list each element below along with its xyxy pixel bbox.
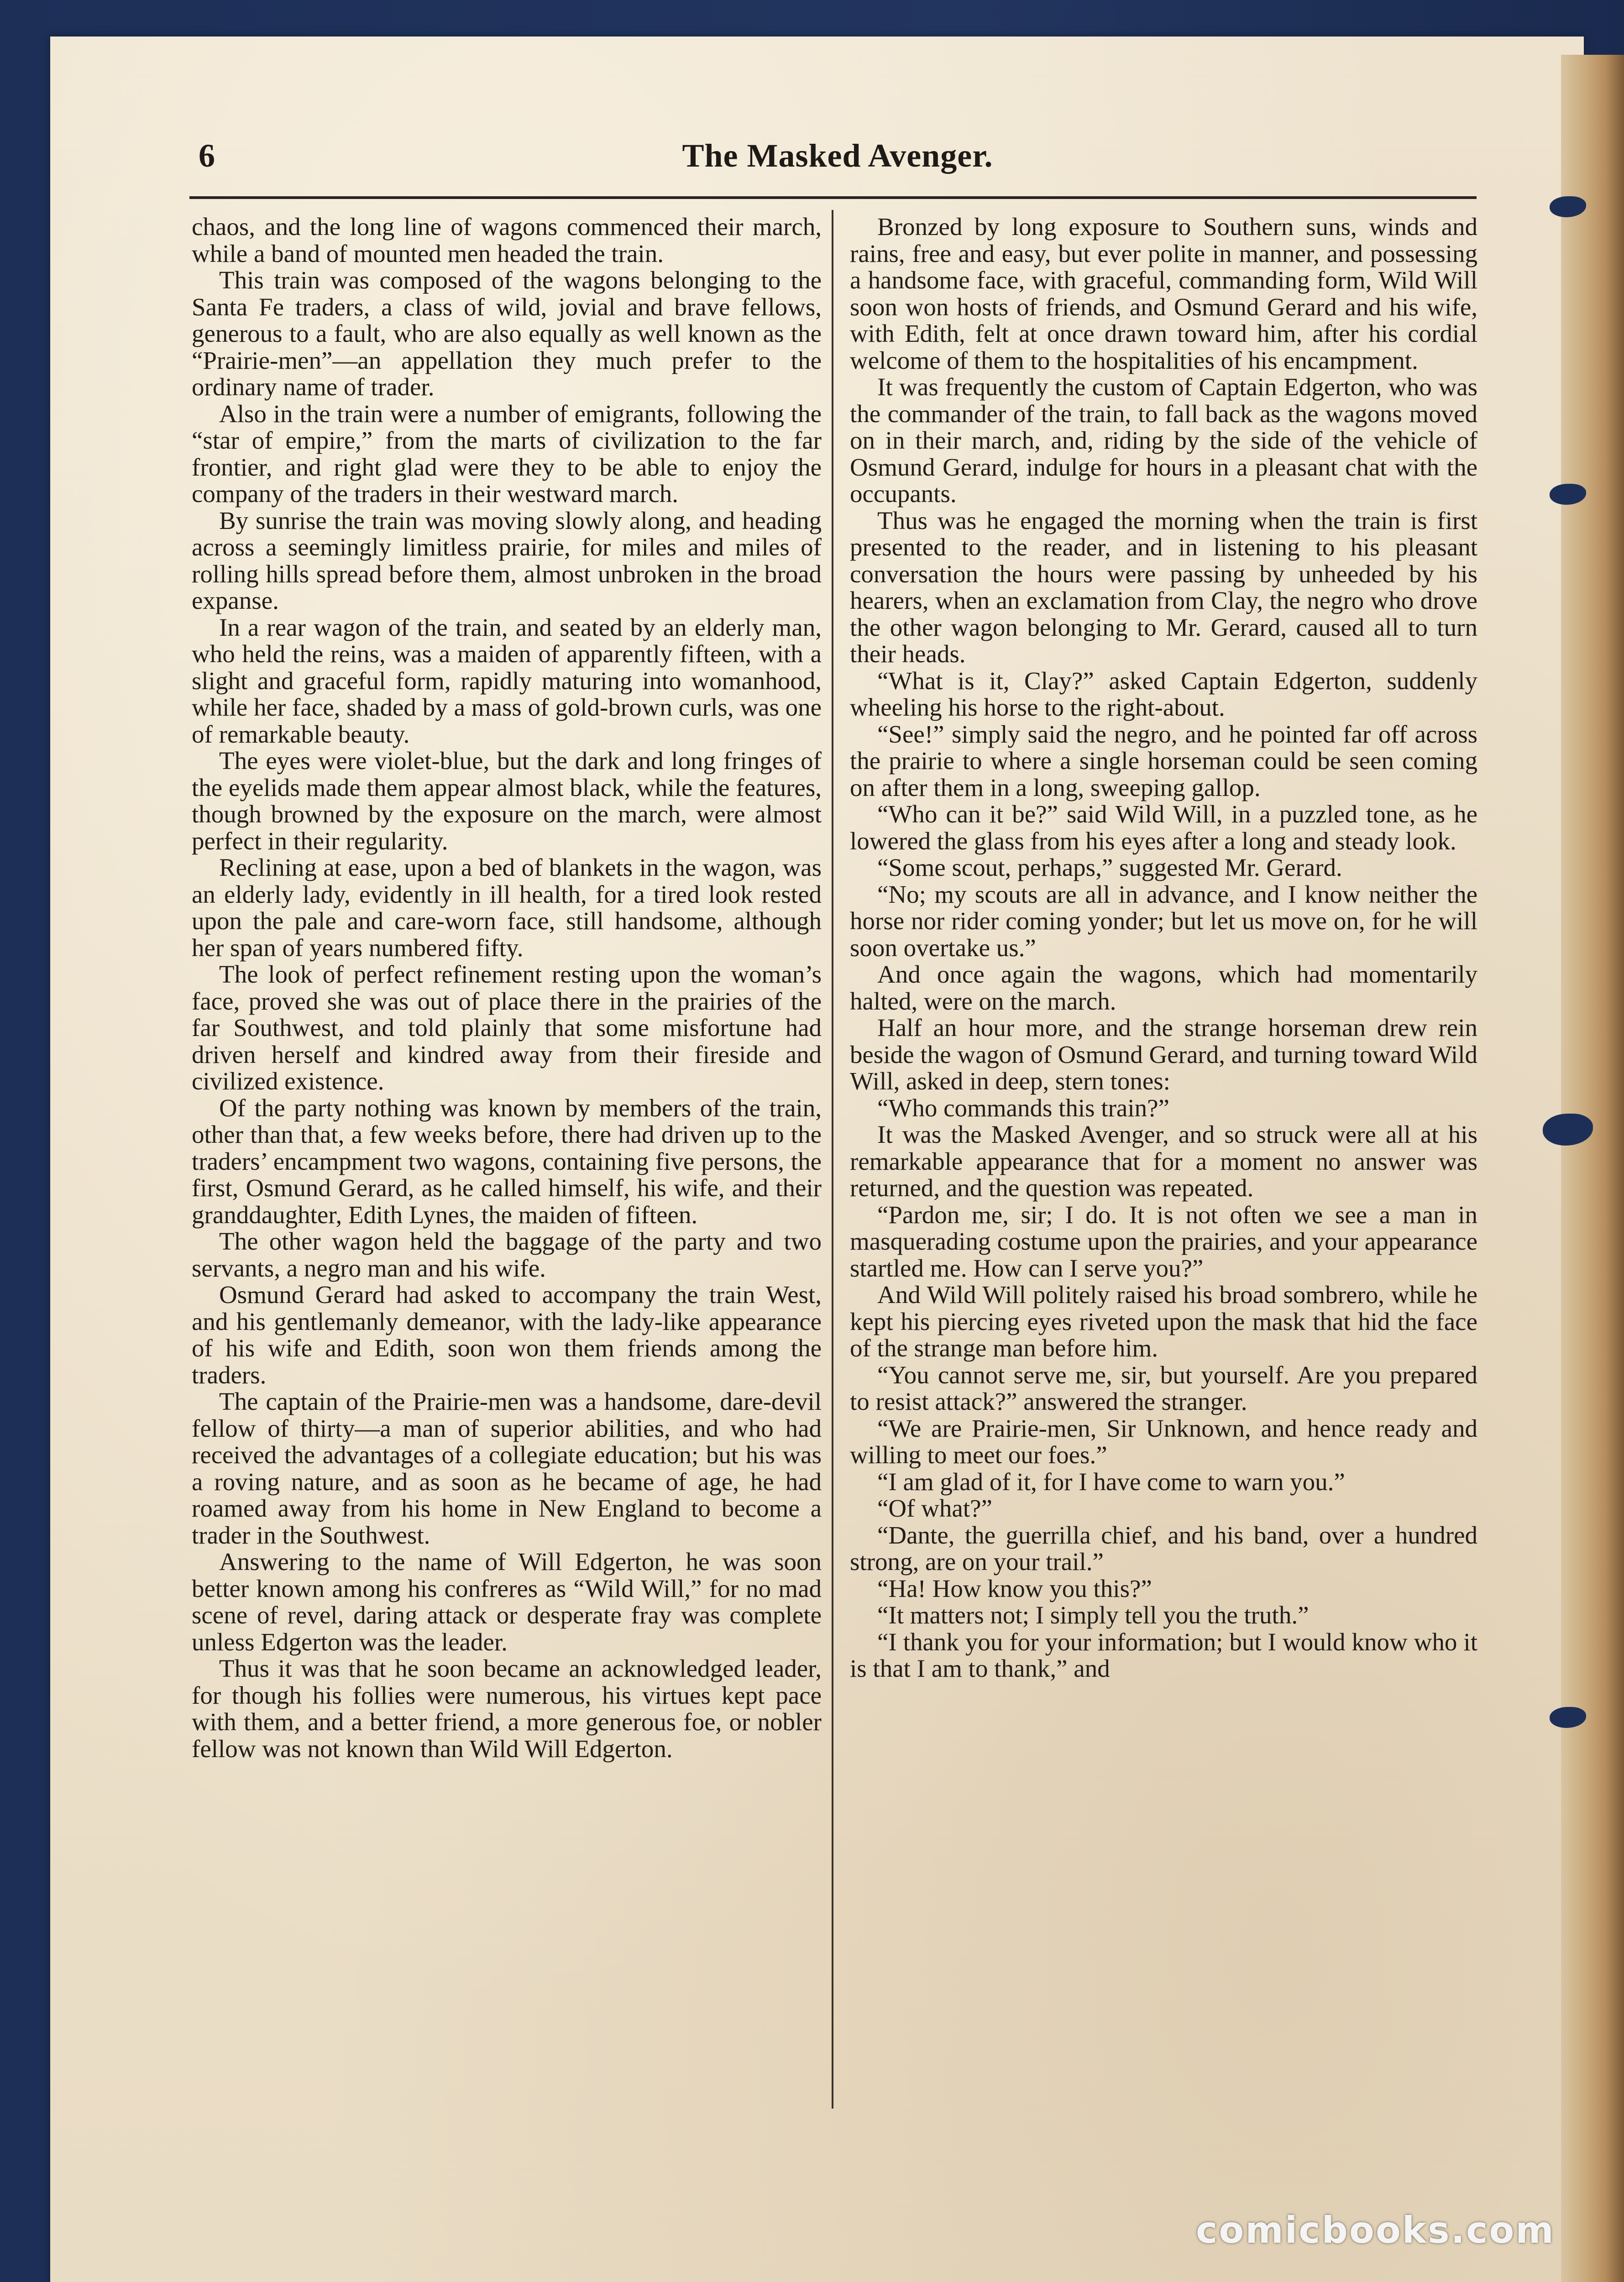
running-title: The Masked Avenger. bbox=[682, 137, 993, 174]
column-divider bbox=[832, 210, 833, 2109]
watermark: comicbooks.com bbox=[1196, 2209, 1555, 2251]
paragraph: “Who can it be?” said Wild Will, in a puzzled tone, as he lowered the glass from his eyes after a long and steady look. bbox=[850, 800, 1477, 855]
paragraph: Answering to the name of Will Edgerton, he was soon better known among his confreres as “Wild Will,” for no mad scene of revel, daring attack or desperate fray was complete unless Edgerton was the leader. bbox=[192, 1548, 822, 1656]
header-rule bbox=[189, 196, 1477, 199]
paragraph: And once again the wagons, which had momentarily halted, were on the march. bbox=[850, 960, 1477, 1015]
left-column bbox=[192, 214, 822, 1762]
paragraph: Also in the train were a number of emigrants, following the “star of empire,” from the marts of civilization to the far frontier, and right glad were they to be able to enjoy the company of the traders in their westward march. bbox=[192, 399, 822, 508]
paragraph: In a rear wagon of the train, and seated by an elderly man, who held the reins, was a maiden of apparently fifteen, with a slight and graceful form, rapidly maturing into womanhood, while her face, shaded by a mass of gold-brown curls, was one of remarkable beauty. bbox=[192, 613, 822, 748]
paragraph: “Pardon me, sir; I do. It is not often we see a man in masquerading costume upon the prairies, and your appearance startled me. How can I serve you?” bbox=[850, 1200, 1477, 1282]
paragraph: The other wagon held the baggage of the party and two servants, a negro man and his wife. bbox=[192, 1227, 822, 1282]
paragraph: It was frequently the custom of Captain Edgerton, who was the commander of the train, to fall back as the wagons moved on in their march, and, riding by the side of the vehicle of Osmund Gerard, indulge for hours in a pleasant chat with the occupants. bbox=[850, 373, 1477, 508]
paragraph: “I am glad of it, for I have come to warn you.” bbox=[877, 1467, 1345, 1496]
page-header bbox=[199, 137, 1477, 187]
paragraph: “Of what?” bbox=[877, 1494, 992, 1522]
paragraph: “We are Prairie-men, Sir Unknown, and hence ready and willing to meet our foes.” bbox=[850, 1414, 1477, 1469]
paragraph: The eyes were violet-blue, but the dark and long fringes of the eyelids made them appear almost black, while the features, though browned by the exposure on the march, were almost perfect in their regularity. bbox=[192, 747, 822, 855]
paragraph: “What is it, Clay?” asked Captain Edgerton, suddenly wheeling his horse to the right-about. bbox=[850, 666, 1477, 721]
right-column bbox=[850, 214, 1477, 1682]
paragraph: Thus it was that he soon became an acknowledged leader, for though his follies were numerous, his virtues kept pace with them, and a better friend, a more generous foe, or nobler fellow was not known than Wild Will Edgerton. bbox=[192, 1654, 822, 1763]
paragraph: Osmund Gerard had asked to accompany the train West, and his gentlemanly demeanor, with the lady-like appearance of his wife and Edith, soon won them friends among the traders. bbox=[192, 1281, 822, 1389]
binding-edge bbox=[1561, 55, 1624, 2282]
paragraph: “I thank you for your information; but I would know who it is that I am to thank,” and bbox=[850, 1628, 1477, 1682]
paragraph: This train was composed of the wagons belonging to the Santa Fe traders, a class of wild, jovial and brave fellows, generous to a fault, who are also equally as well known as the “Prairie-men”—an appellation they much prefer to the ordinary name of trader. bbox=[192, 266, 822, 401]
paragraph: By sunrise the train was moving slowly along, and heading across a seemingly limitless prairie, for miles and miles of rolling hills spread before them, almost unbroken in the broad expanse. bbox=[192, 506, 822, 614]
paragraph: “Ha! How know you this?” bbox=[877, 1574, 1152, 1602]
paragraph: “It matters not; I simply tell you the truth.” bbox=[877, 1601, 1309, 1629]
paragraph: Half an hour more, and the strange horseman drew rein beside the wagon of Osmund Gerard, and turning toward Wild Will, asked in deep, stern tones: bbox=[850, 1014, 1477, 1095]
paragraph: “Some scout, perhaps,” suggested Mr. Gerard. bbox=[877, 853, 1342, 881]
paragraph: chaos, and the long line of wagons commenced their march, while a band of mounted men headed the train. bbox=[192, 213, 822, 267]
paragraph: Bronzed by long exposure to Southern suns, winds and rains, free and easy, but ever polite in manner, and possessing a handsome face, with graceful, commanding form, Wild Will soon won hosts of friends, and Osmund Gerard and his wife, with Edith, felt at once drawn toward him, after his cordial welcome of them to the hospitalities of his encampment. bbox=[850, 213, 1477, 374]
paragraph: Reclining at ease, upon a bed of blankets in the wagon, was an elderly lady, evidently in ill health, for a tired look rested upon the pale and care-worn face, still handsome, although her span of years numbered fifty. bbox=[192, 853, 822, 962]
paragraph: The captain of the Prairie-men was a handsome, dare-devil fellow of thirty—a man of superior abilities, and who had received the advantages of a collegiate education; but his was a roving nature, and as soon as he became of age, he had roamed away from his home in New England to become a trader in the Southwest. bbox=[192, 1387, 822, 1549]
paragraph: Thus was he engaged the morning when the train is first presented to the reader, and in listening to his pleasant conversation the hours were passing by unheeded by his hearers, when an exclamation from Clay, the negro who drove the other wagon belonging to Mr. Gerard, caused all to turn their heads. bbox=[850, 506, 1477, 668]
paragraph: “No; my scouts are all in advance, and I know neither the horse nor rider coming yonder; but let us move on, for he will soon overtake us.” bbox=[850, 880, 1477, 962]
paragraph: Of the party nothing was known by members of the train, other than that, a few weeks before, there had driven up to the traders’ encampment two wagons, containing five persons, the first, Osmund Gerard, as he called himself, his wife, and their granddaughter, Edith Lynes, the maiden of fifteen. bbox=[192, 1094, 822, 1229]
paragraph: The look of perfect refinement resting upon the woman’s face, proved she was out of place there in the prairies of the far Southwest, and told plainly that some misfortune had driven herself and kindred away from their fireside and civilized existence. bbox=[192, 960, 822, 1095]
paragraph: It was the Masked Avenger, and so struck were all at his remarkable appearance that for a moment no answer was returned, and the question was repeated. bbox=[850, 1120, 1477, 1202]
page-number: 6 bbox=[199, 137, 215, 174]
paragraph: “Who commands this train?” bbox=[877, 1094, 1169, 1122]
paragraph: “Dante, the guerrilla chief, and his band, over a hundred strong, are on your trail.” bbox=[850, 1521, 1477, 1575]
paragraph: “You cannot serve me, sir, but yourself. Are you prepared to resist attack?” answered the stranger. bbox=[850, 1361, 1477, 1415]
paragraph: And Wild Will politely raised his broad sombrero, while he kept his piercing eyes riveted upon the mask that hid the face of the strange man before him. bbox=[850, 1281, 1477, 1362]
paragraph: “See!” simply said the negro, and he pointed far off across the prairie to where a single horseman could be seen coming on after them in a long, sweeping gallop. bbox=[850, 720, 1477, 801]
